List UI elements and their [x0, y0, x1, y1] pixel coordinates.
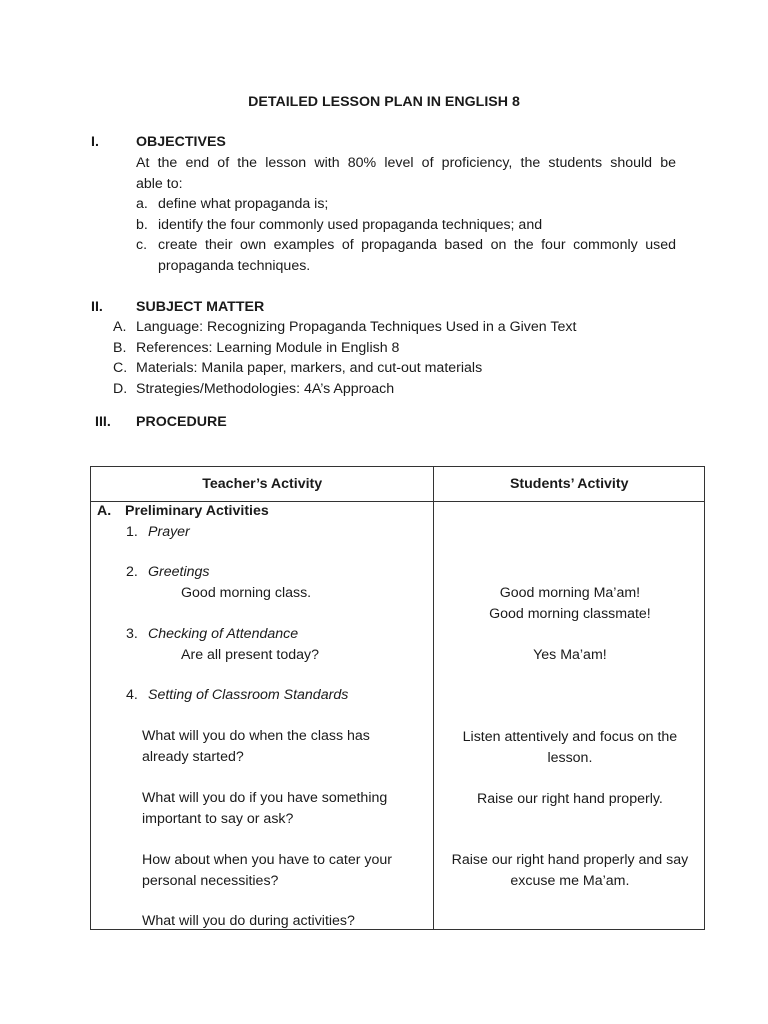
subject-item-strategies: Strategies/Methodologies: 4A’s Approach: [136, 381, 395, 397]
student-response-3b: excuse me Ma’am.: [510, 873, 630, 889]
subject-marker-b: B.: [113, 340, 127, 356]
step-standards: Setting of Classroom Standards: [148, 687, 349, 703]
students-activity-header: Students’ Activity: [434, 467, 705, 502]
subject-item-references: References: Learning Module in English 8: [136, 340, 400, 356]
step-greetings: Greetings: [148, 564, 210, 580]
teacher-question-1a: What will you do when the class has: [142, 728, 370, 744]
subject-marker-d: D.: [113, 381, 128, 397]
teacher-activity-cell: [91, 502, 434, 930]
subject-marker-c: C.: [113, 360, 128, 376]
teacher-question-1b: already started?: [142, 749, 244, 765]
objectives-intro-line2: able to:: [136, 176, 183, 192]
teacher-activity-header: Teacher’s Activity: [91, 467, 434, 502]
table-row: [91, 502, 705, 930]
objective-item-a: define what propaganda is;: [158, 196, 329, 212]
students-activity-cell: [434, 502, 705, 930]
teacher-question-4: What will you do during activities?: [142, 913, 355, 929]
objectives-intro-line1: At the end of the lesson with 80% level of proficiency, the students should be: [136, 155, 676, 171]
teacher-question-3a: How about when you have to cater your: [142, 852, 393, 868]
section-title: Preliminary Activities: [125, 503, 269, 519]
objectives-heading: OBJECTIVES: [136, 134, 226, 150]
objectives-numeral: I.: [91, 134, 99, 150]
student-response-greeting-1: Good morning Ma’am!: [499, 585, 641, 601]
procedure-numeral: III.: [95, 414, 111, 430]
step-attendance: Checking of Attendance: [148, 626, 299, 642]
subject-matter-heading: SUBJECT MATTER: [136, 299, 265, 315]
objective-item-b: identify the four commonly used propaganda techniques; and: [158, 217, 543, 233]
table-header-row: [91, 467, 705, 502]
subject-matter-numeral: II.: [91, 299, 103, 315]
section-marker: A.: [97, 503, 112, 519]
student-response-greeting-2: Good morning classmate!: [489, 606, 651, 622]
teacher-question-3b: personal necessities?: [142, 873, 279, 889]
student-response-attendance: Yes Ma’am!: [533, 647, 607, 663]
step-number-4: 4.: [126, 687, 138, 703]
step-number-1: 1.: [126, 524, 138, 540]
step-number-3: 3.: [126, 626, 138, 642]
student-response-2: Raise our right hand properly.: [476, 791, 663, 807]
procedure-heading: PROCEDURE: [136, 414, 227, 430]
objective-marker-a: a.: [136, 196, 148, 212]
objective-marker-c: c.: [136, 237, 148, 253]
objective-item-c: create their own examples of propaganda based on the four commonly used: [158, 237, 676, 253]
objective-marker-b: b.: [136, 217, 148, 233]
student-response-1b: lesson.: [547, 750, 593, 766]
step-prayer: Prayer: [148, 524, 190, 540]
procedure-table: [90, 466, 705, 930]
teacher-question-2a: What will you do if you have something: [142, 790, 388, 806]
step-number-2: 2.: [126, 564, 138, 580]
teacher-greeting-line: Good morning class.: [181, 585, 312, 601]
student-response-1a: Listen attentively and focus on the: [462, 729, 678, 745]
teacher-attendance-line: Are all present today?: [181, 647, 320, 663]
subject-marker-a: A.: [113, 319, 127, 335]
subject-item-materials: Materials: Manila paper, markers, and cut-out materials: [136, 360, 483, 376]
objective-item-c-continued: propaganda techniques.: [158, 258, 311, 274]
subject-item-language: Language: Recognizing Propaganda Techniques Used in a Given Text: [136, 319, 577, 335]
document-title: DETAILED LESSON PLAN IN ENGLISH 8: [248, 94, 520, 110]
teacher-question-2b: important to say or ask?: [142, 811, 294, 827]
student-response-3a: Raise our right hand properly and say: [451, 852, 689, 868]
